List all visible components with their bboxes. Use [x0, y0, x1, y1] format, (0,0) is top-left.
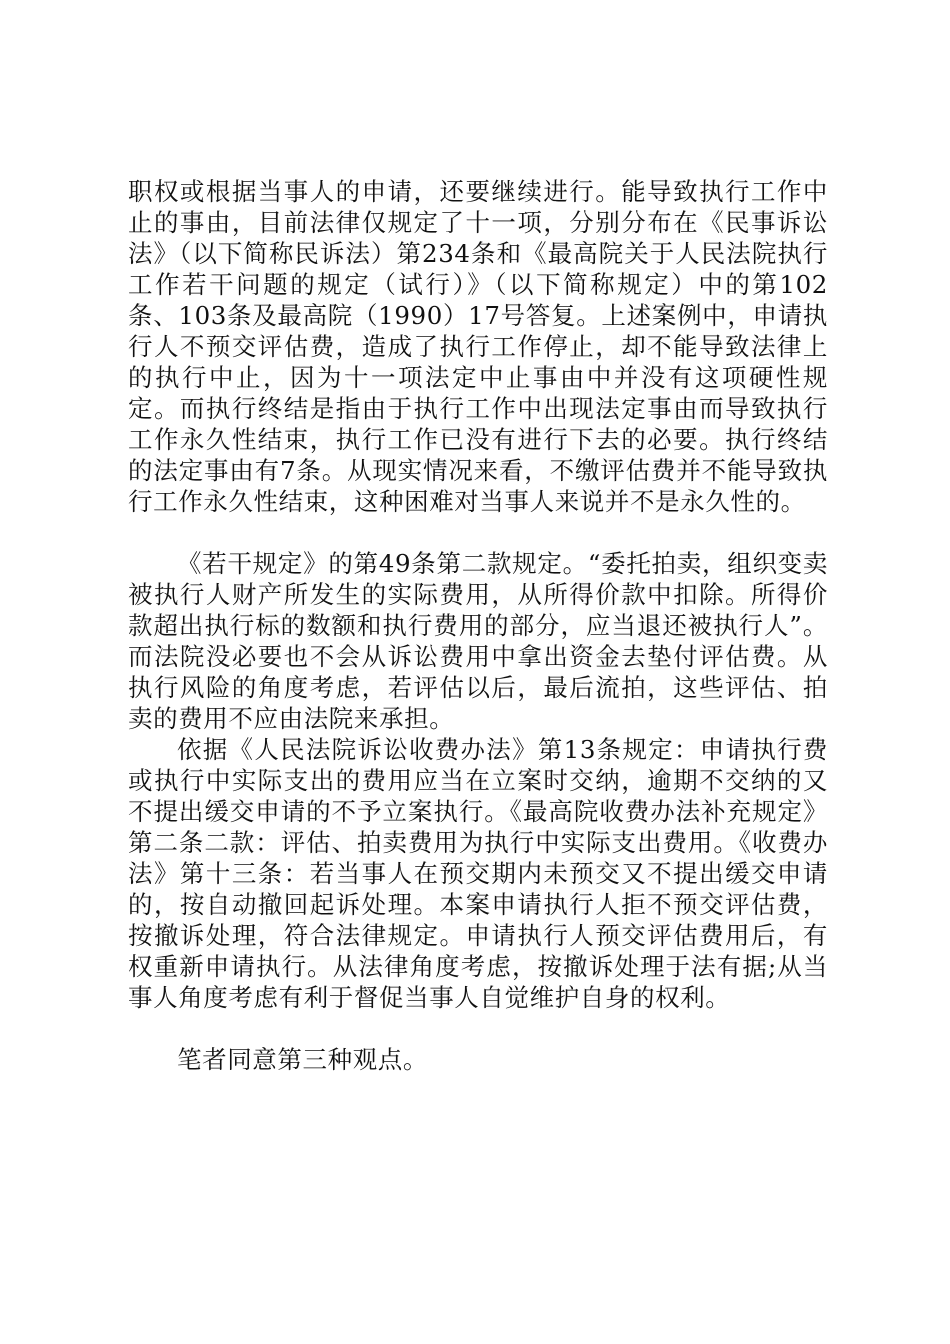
- paragraph-4: 笔者同意第三种观点。: [177, 1045, 428, 1074]
- document-body: [128, 176, 828, 1075]
- paragraph-1: 职权或根据当事人的申请，还要继续进行。能导致执行工作中止的事由，目前法律仅规定了十一项，分别分布在《民事诉讼法》（以下简称民诉法）第234条和《最高院关于人民法院执行工作若干问题的规定（试行）》（以下简称规定）中的第102条、103条及最高院（1990）17号答复。上述案例中，申请执行人不预交评估费，造成了执行工作停止，却不能导致法律上的执行中止，因为十一项法定中止事由中并没有这项硬性规定。而执行终结是指由于执行工作中出现法定事由而导致执行工作永久性结束，执行工作已没有进行下去的必要。执行终结的法定事由有7条。从现实情况来看，不缴评估费并不能导致执行工作永久性结束，这种困难对当事人来说并不是永久性的。: [128, 177, 828, 516]
- paragraph-2: 《若干规定》的第49条第二款规定。“委托拍卖，组织变卖被执行人财产所发生的实际费用，从所得价款中扣除。所得价款超出执行标的数额和执行费用的部分，应当退还被执行人”。而法院没必要也不会从诉讼费用中拿出资金去垫付评估费。从执行风险的角度考虑，若评估以后，最后流拍，这些评估、拍卖的费用不应由法院来承担。: [128, 549, 828, 733]
- paragraph-3: 依据《人民法院诉讼收费办法》第13条规定：申请执行费或执行中实际支出的费用应当在立案时交纳，逾期不交纳的又不提出缓交申请的不予立案执行。《最高院收费办法补充规定》第二条二款：评估、拍卖费用为执行中实际支出费用。《收费办法》第十三条：若当事人在预交期内未预交又不提出缓交申请的，按自动撤回起诉处理。本案申请执行人拒不预交评估费，按撤诉处理，符合法律规定。申请执行人预交评估费用后，有权重新申请执行。从法律角度考虑，按撤诉处理于法有据;从当事人角度考虑有利于督促当事人自觉维护自身的权利。: [128, 735, 828, 1012]
